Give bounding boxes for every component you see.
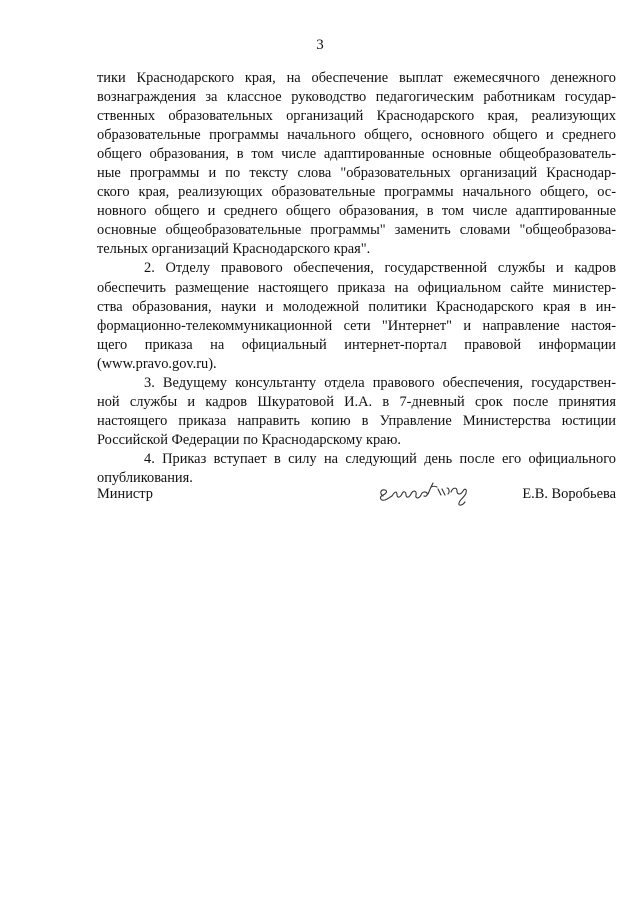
text-line: ственных образовательных организаций Краснодарского края, реализующих — [97, 108, 616, 125]
text-line: образовательные программы начального общего, основного общего и среднего — [97, 127, 616, 144]
text-line: основные общеобразовательные программы" заменить словами "общеобразова- — [97, 222, 616, 239]
paragraph-1 — [97, 69, 616, 259]
handwritten-signature — [375, 480, 490, 508]
text-line: 3. Ведущему консультанту отдела правового обеспечения, государствен- — [144, 374, 616, 391]
text-line: обеспечить размещение настоящего приказа на официальном сайте министер- — [97, 279, 616, 296]
text-line: формационно-телекоммуникационной сети "Интернет" и направление настоя- — [97, 317, 616, 334]
signature-block — [97, 480, 616, 510]
text-line: тельных организаций Краснодарского края". — [97, 241, 371, 258]
text-line: ского края, реализующих образовательные программы начального общего, ос- — [97, 184, 616, 201]
text-line: вознаграждения за классное руководство педагогическим работникам государ- — [97, 89, 616, 106]
text-line: настоящего приказа направить копию в Управление Министерства юстиции — [97, 412, 616, 429]
text-line: (www.pravo.gov.ru). — [97, 355, 217, 372]
text-line: опубликования. — [97, 469, 193, 486]
signatory-name: Е.В. Воробьева — [522, 486, 616, 502]
paragraph-2 — [97, 259, 616, 373]
text-line: ства образования, науки и молодежной политики Краснодарского края в ин- — [97, 298, 616, 315]
page-number: 3 — [316, 37, 324, 53]
document-body — [97, 69, 616, 488]
text-line: Российской Федерации по Краснодарскому краю. — [97, 431, 401, 448]
paragraph-3 — [97, 374, 616, 450]
text-line: новного общего и среднего общего образования, в том числе адаптированные — [97, 203, 616, 220]
text-line: щего приказа на официальный интернет-портал правовой информации — [97, 336, 616, 353]
signatory-title: Министр — [97, 486, 153, 502]
text-line: ной службы и кадров Шкуратовой И.А. в 7-дневный срок после принятия — [97, 393, 616, 410]
text-line: 4. Приказ вступает в силу на следующий день после его официального — [144, 450, 616, 467]
text-line: 2. Отделу правового обеспечения, государственной службы и кадров — [144, 260, 616, 277]
text-line: общего образования, в том числе адаптированные основные общеобразователь- — [97, 146, 616, 163]
text-line: тики Краснодарского края, на обеспечение выплат ежемесячного денежного — [97, 70, 616, 86]
text-line: ные программы и по тексту слова "образовательных организаций Краснодар- — [97, 165, 616, 182]
